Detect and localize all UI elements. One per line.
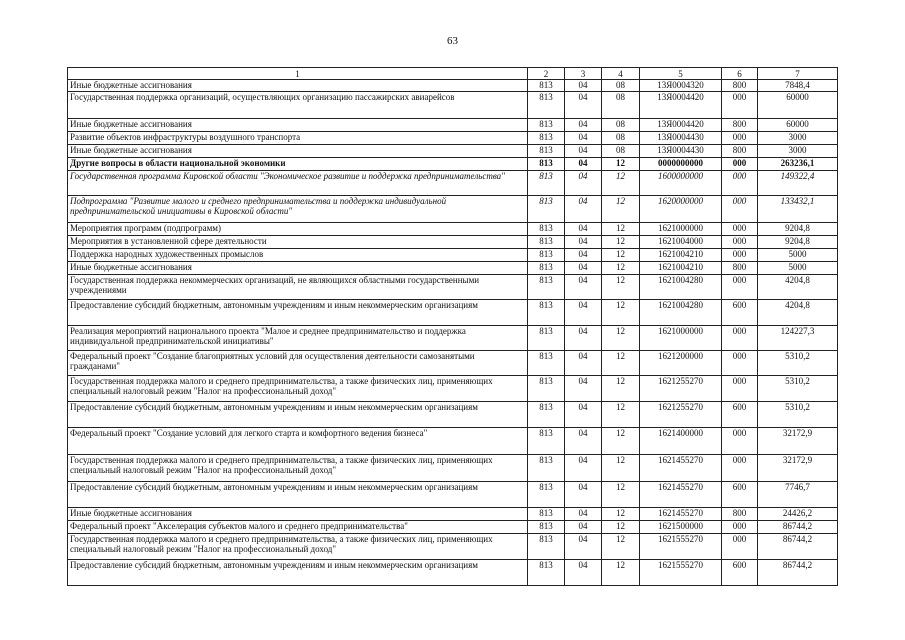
row-rz-cell: 04	[565, 236, 602, 249]
row-sum-cell: 5310,2	[758, 351, 838, 376]
row-rz-cell: 04	[565, 262, 602, 275]
row-rz-cell: 04	[565, 300, 602, 326]
row-csr-cell: 13Я0004430	[640, 132, 722, 145]
row-vr-cell: 600	[722, 300, 758, 326]
row-sum-cell: 3000	[758, 145, 838, 158]
row-sum-cell: 263236,1	[758, 158, 838, 171]
row-rz-cell: 04	[565, 92, 602, 119]
row-sum-cell: 5310,2	[758, 376, 838, 402]
row-sum-cell: 5310,2	[758, 402, 838, 428]
row-pr-cell: 12	[602, 482, 640, 508]
row-csr-cell: 1621500000	[640, 521, 722, 534]
row-csr-cell: 1621455270	[640, 482, 722, 508]
row-pr-cell: 12	[602, 428, 640, 455]
row-vr-cell: 000	[722, 376, 758, 402]
row-vr-cell: 000	[722, 196, 758, 223]
row-pr-cell: 12	[602, 534, 640, 560]
row-gr-cell: 813	[528, 482, 565, 508]
table-row	[68, 428, 838, 455]
row-name-cell: Государственная поддержка малого и среднего предпринимательства, а также физических лиц, применяющих специальный налоговый режим "Налог на профессиональный доход"	[68, 376, 528, 402]
row-name-cell: Иные бюджетные ассигнования	[68, 145, 528, 158]
row-sum-cell: 4204,8	[758, 300, 838, 326]
row-sum-cell: 149322,4	[758, 171, 838, 196]
table-row	[68, 402, 838, 428]
row-sum-cell: 7746,7	[758, 482, 838, 508]
row-pr-cell: 12	[602, 521, 640, 534]
table-row	[68, 236, 838, 249]
row-rz-cell: 04	[565, 482, 602, 508]
row-name-cell: Государственная поддержка малого и среднего предпринимательства, а также физических лиц, применяющих специальный налоговый режим "Налог на профессиональный доход"	[68, 534, 528, 560]
row-gr-cell: 813	[528, 402, 565, 428]
row-gr-cell: 813	[528, 262, 565, 275]
row-pr-cell: 12	[602, 508, 640, 521]
table-row	[68, 80, 838, 92]
row-csr-cell: 1620000000	[640, 196, 722, 223]
row-sum-cell: 4204,8	[758, 275, 838, 300]
table-row	[68, 262, 838, 275]
table-row	[68, 534, 838, 560]
row-vr-cell: 000	[722, 351, 758, 376]
row-gr-cell: 813	[528, 534, 565, 560]
row-gr-cell: 813	[528, 92, 565, 119]
row-gr-cell: 813	[528, 560, 565, 586]
row-pr-cell: 12	[602, 300, 640, 326]
row-vr-cell: 800	[722, 262, 758, 275]
row-gr-cell: 813	[528, 223, 565, 236]
row-vr-cell: 600	[722, 402, 758, 428]
row-sum-cell: 24426,2	[758, 508, 838, 521]
row-rz-cell: 04	[565, 196, 602, 223]
table-row	[68, 300, 838, 326]
row-pr-cell: 12	[602, 326, 640, 351]
row-rz-cell: 04	[565, 455, 602, 482]
table-row	[68, 560, 838, 586]
table-row	[68, 171, 838, 196]
row-gr-cell: 813	[528, 80, 565, 92]
row-name-cell: Предоставление субсидий бюджетным, автономным учреждениям и иным некоммерческим организациям	[68, 300, 528, 326]
row-name-cell: Иные бюджетные ассигнования	[68, 508, 528, 521]
row-vr-cell: 000	[722, 455, 758, 482]
row-rz-cell: 04	[565, 119, 602, 132]
row-vr-cell: 800	[722, 80, 758, 92]
row-csr-cell: 1621004210	[640, 249, 722, 262]
row-rz-cell: 04	[565, 534, 602, 560]
table-row	[68, 376, 838, 402]
row-vr-cell: 800	[722, 145, 758, 158]
table-row	[68, 158, 838, 171]
row-name-cell: Предоставление субсидий бюджетным, автономным учреждениям и иным некоммерческим организациям	[68, 482, 528, 508]
row-rz-cell: 04	[565, 560, 602, 586]
row-sum-cell: 86744,2	[758, 521, 838, 534]
table-row	[68, 275, 838, 300]
row-rz-cell: 04	[565, 428, 602, 455]
row-sum-cell: 7848,4	[758, 80, 838, 92]
row-rz-cell: 04	[565, 145, 602, 158]
row-sum-cell: 32172,9	[758, 455, 838, 482]
row-csr-cell: 13Я0004430	[640, 145, 722, 158]
row-rz-cell: 04	[565, 132, 602, 145]
row-csr-cell: 13Я0004420	[640, 92, 722, 119]
row-pr-cell: 08	[602, 132, 640, 145]
row-rz-cell: 04	[565, 521, 602, 534]
row-vr-cell: 000	[722, 534, 758, 560]
row-gr-cell: 813	[528, 196, 565, 223]
table-row	[68, 223, 838, 236]
row-sum-cell: 86744,2	[758, 560, 838, 586]
row-vr-cell: 800	[722, 508, 758, 521]
table-row	[68, 196, 838, 223]
row-name-cell: Федеральный проект "Создание условий для легкого старта и комфортного ведения бизнеса"	[68, 428, 528, 455]
header-col-1: 1	[68, 68, 528, 80]
row-sum-cell: 60000	[758, 119, 838, 132]
row-name-cell: Иные бюджетные ассигнования	[68, 119, 528, 132]
header-col-2: 2	[528, 68, 565, 80]
row-sum-cell: 5000	[758, 249, 838, 262]
row-vr-cell: 000	[722, 132, 758, 145]
row-pr-cell: 12	[602, 171, 640, 196]
header-col-3: 3	[565, 68, 602, 80]
row-rz-cell: 04	[565, 80, 602, 92]
row-csr-cell: 1621555270	[640, 560, 722, 586]
row-csr-cell: 1621000000	[640, 326, 722, 351]
row-name-cell: Иные бюджетные ассигнования	[68, 80, 528, 92]
row-csr-cell: 1621004280	[640, 300, 722, 326]
row-name-cell: Федеральный проект "Создание благоприятных условий для осуществления деятельности самозанятыми гражданами"	[68, 351, 528, 376]
row-sum-cell: 9204,8	[758, 236, 838, 249]
row-csr-cell: 1621255270	[640, 376, 722, 402]
table-row	[68, 482, 838, 508]
row-csr-cell: 1621200000	[640, 351, 722, 376]
row-name-cell: Мероприятия программ (подпрограмм)	[68, 223, 528, 236]
row-pr-cell: 12	[602, 560, 640, 586]
row-rz-cell: 04	[565, 508, 602, 521]
row-vr-cell: 000	[722, 275, 758, 300]
table-row	[68, 119, 838, 132]
table-row	[68, 351, 838, 376]
row-sum-cell: 3000	[758, 132, 838, 145]
page-number: 63	[447, 35, 458, 47]
row-csr-cell: 1621004000	[640, 236, 722, 249]
row-gr-cell: 813	[528, 236, 565, 249]
row-name-cell: Предоставление субсидий бюджетным, автономным учреждениям и иным некоммерческим организациям	[68, 402, 528, 428]
row-csr-cell: 1621004280	[640, 275, 722, 300]
table-row	[68, 326, 838, 351]
row-gr-cell: 813	[528, 300, 565, 326]
row-gr-cell: 813	[528, 376, 565, 402]
row-vr-cell: 000	[722, 326, 758, 351]
row-sum-cell: 60000	[758, 92, 838, 119]
row-pr-cell: 08	[602, 119, 640, 132]
table-row	[68, 92, 838, 119]
row-pr-cell: 08	[602, 92, 640, 119]
row-name-cell: Поддержка народных художественных промыслов	[68, 249, 528, 262]
row-pr-cell: 12	[602, 376, 640, 402]
header-col-6: 6	[722, 68, 758, 80]
row-name-cell: Реализация мероприятий национального проекта "Малое и среднее предпринимательство и поддержка индивидуальной предпринимательской инициативы"	[68, 326, 528, 351]
row-sum-cell: 124227,3	[758, 326, 838, 351]
row-gr-cell: 813	[528, 455, 565, 482]
row-pr-cell: 12	[602, 402, 640, 428]
row-csr-cell: 1621455270	[640, 455, 722, 482]
row-pr-cell: 12	[602, 455, 640, 482]
row-name-cell: Федеральный проект "Акселерация субъектов малого и среднего предпринимательства"	[68, 521, 528, 534]
row-name-cell: Государственная поддержка организаций, осуществляющих организацию пассажирских авиарейсов	[68, 92, 528, 119]
header-col-7: 7	[758, 68, 838, 80]
row-sum-cell: 9204,8	[758, 223, 838, 236]
row-vr-cell: 000	[722, 521, 758, 534]
row-csr-cell: 1621004210	[640, 262, 722, 275]
row-vr-cell: 600	[722, 482, 758, 508]
row-csr-cell: 13Я0004320	[640, 80, 722, 92]
row-gr-cell: 813	[528, 145, 565, 158]
table-row	[68, 145, 838, 158]
row-gr-cell: 813	[528, 508, 565, 521]
table-row	[68, 455, 838, 482]
row-vr-cell: 800	[722, 119, 758, 132]
row-rz-cell: 04	[565, 351, 602, 376]
row-vr-cell: 000	[722, 223, 758, 236]
row-vr-cell: 000	[722, 249, 758, 262]
row-sum-cell: 86744,2	[758, 534, 838, 560]
row-csr-cell: 1621255270	[640, 402, 722, 428]
row-sum-cell: 5000	[758, 262, 838, 275]
row-sum-cell: 133432,1	[758, 196, 838, 223]
row-name-cell: Государственная поддержка некоммерческих организаций, не являющихся областными государственными учреждениями	[68, 275, 528, 300]
row-rz-cell: 04	[565, 376, 602, 402]
row-gr-cell: 813	[528, 326, 565, 351]
row-name-cell: Развитие объектов инфраструктуры воздушного транспорта	[68, 132, 528, 145]
row-gr-cell: 813	[528, 275, 565, 300]
row-gr-cell: 813	[528, 428, 565, 455]
row-csr-cell: 1600000000	[640, 171, 722, 196]
row-vr-cell: 600	[722, 560, 758, 586]
row-rz-cell: 04	[565, 249, 602, 262]
row-vr-cell: 000	[722, 428, 758, 455]
row-pr-cell: 12	[602, 236, 640, 249]
row-name-cell: Другие вопросы в области национальной экономики	[68, 158, 528, 171]
row-rz-cell: 04	[565, 402, 602, 428]
table-header-row	[68, 68, 838, 80]
row-name-cell: Подпрограмма "Развитие малого и среднего предпринимательства и поддержка индивидуальной предпринимательской инициативы в Кировской области"	[68, 196, 528, 223]
row-pr-cell: 08	[602, 80, 640, 92]
table-row	[68, 521, 838, 534]
row-rz-cell: 04	[565, 223, 602, 236]
row-csr-cell: 1621455270	[640, 508, 722, 521]
table-row	[68, 132, 838, 145]
row-rz-cell: 04	[565, 275, 602, 300]
row-gr-cell: 813	[528, 119, 565, 132]
row-rz-cell: 04	[565, 171, 602, 196]
header-col-5: 5	[640, 68, 722, 80]
row-gr-cell: 813	[528, 249, 565, 262]
row-pr-cell: 12	[602, 158, 640, 171]
budget-table	[67, 67, 838, 586]
row-pr-cell: 08	[602, 145, 640, 158]
row-pr-cell: 12	[602, 249, 640, 262]
row-gr-cell: 813	[528, 158, 565, 171]
row-vr-cell: 000	[722, 92, 758, 119]
header-col-4: 4	[602, 68, 640, 80]
row-rz-cell: 04	[565, 158, 602, 171]
row-name-cell: Государственная программа Кировской области "Экономическое развитие и поддержка предпринимательства"	[68, 171, 528, 196]
row-vr-cell: 000	[722, 171, 758, 196]
row-pr-cell: 12	[602, 262, 640, 275]
row-name-cell: Иные бюджетные ассигнования	[68, 262, 528, 275]
row-csr-cell: 1621000000	[640, 223, 722, 236]
row-vr-cell: 000	[722, 158, 758, 171]
row-sum-cell: 32172,9	[758, 428, 838, 455]
row-csr-cell: 13Я0004420	[640, 119, 722, 132]
table-row	[68, 249, 838, 262]
row-pr-cell: 12	[602, 196, 640, 223]
row-pr-cell: 12	[602, 351, 640, 376]
row-csr-cell: 0000000000	[640, 158, 722, 171]
row-gr-cell: 813	[528, 171, 565, 196]
row-gr-cell: 813	[528, 521, 565, 534]
row-name-cell: Мероприятия в установленной сфере деятельности	[68, 236, 528, 249]
row-csr-cell: 1621400000	[640, 428, 722, 455]
row-name-cell: Государственная поддержка малого и среднего предпринимательства, а также физических лиц, применяющих специальный налоговый режим "Налог на профессиональный доход"	[68, 455, 528, 482]
row-vr-cell: 000	[722, 236, 758, 249]
row-name-cell: Предоставление субсидий бюджетным, автономным учреждениям и иным некоммерческим организациям	[68, 560, 528, 586]
row-gr-cell: 813	[528, 132, 565, 145]
row-rz-cell: 04	[565, 326, 602, 351]
row-pr-cell: 12	[602, 223, 640, 236]
row-csr-cell: 1621555270	[640, 534, 722, 560]
table-row	[68, 508, 838, 521]
row-pr-cell: 12	[602, 275, 640, 300]
row-gr-cell: 813	[528, 351, 565, 376]
